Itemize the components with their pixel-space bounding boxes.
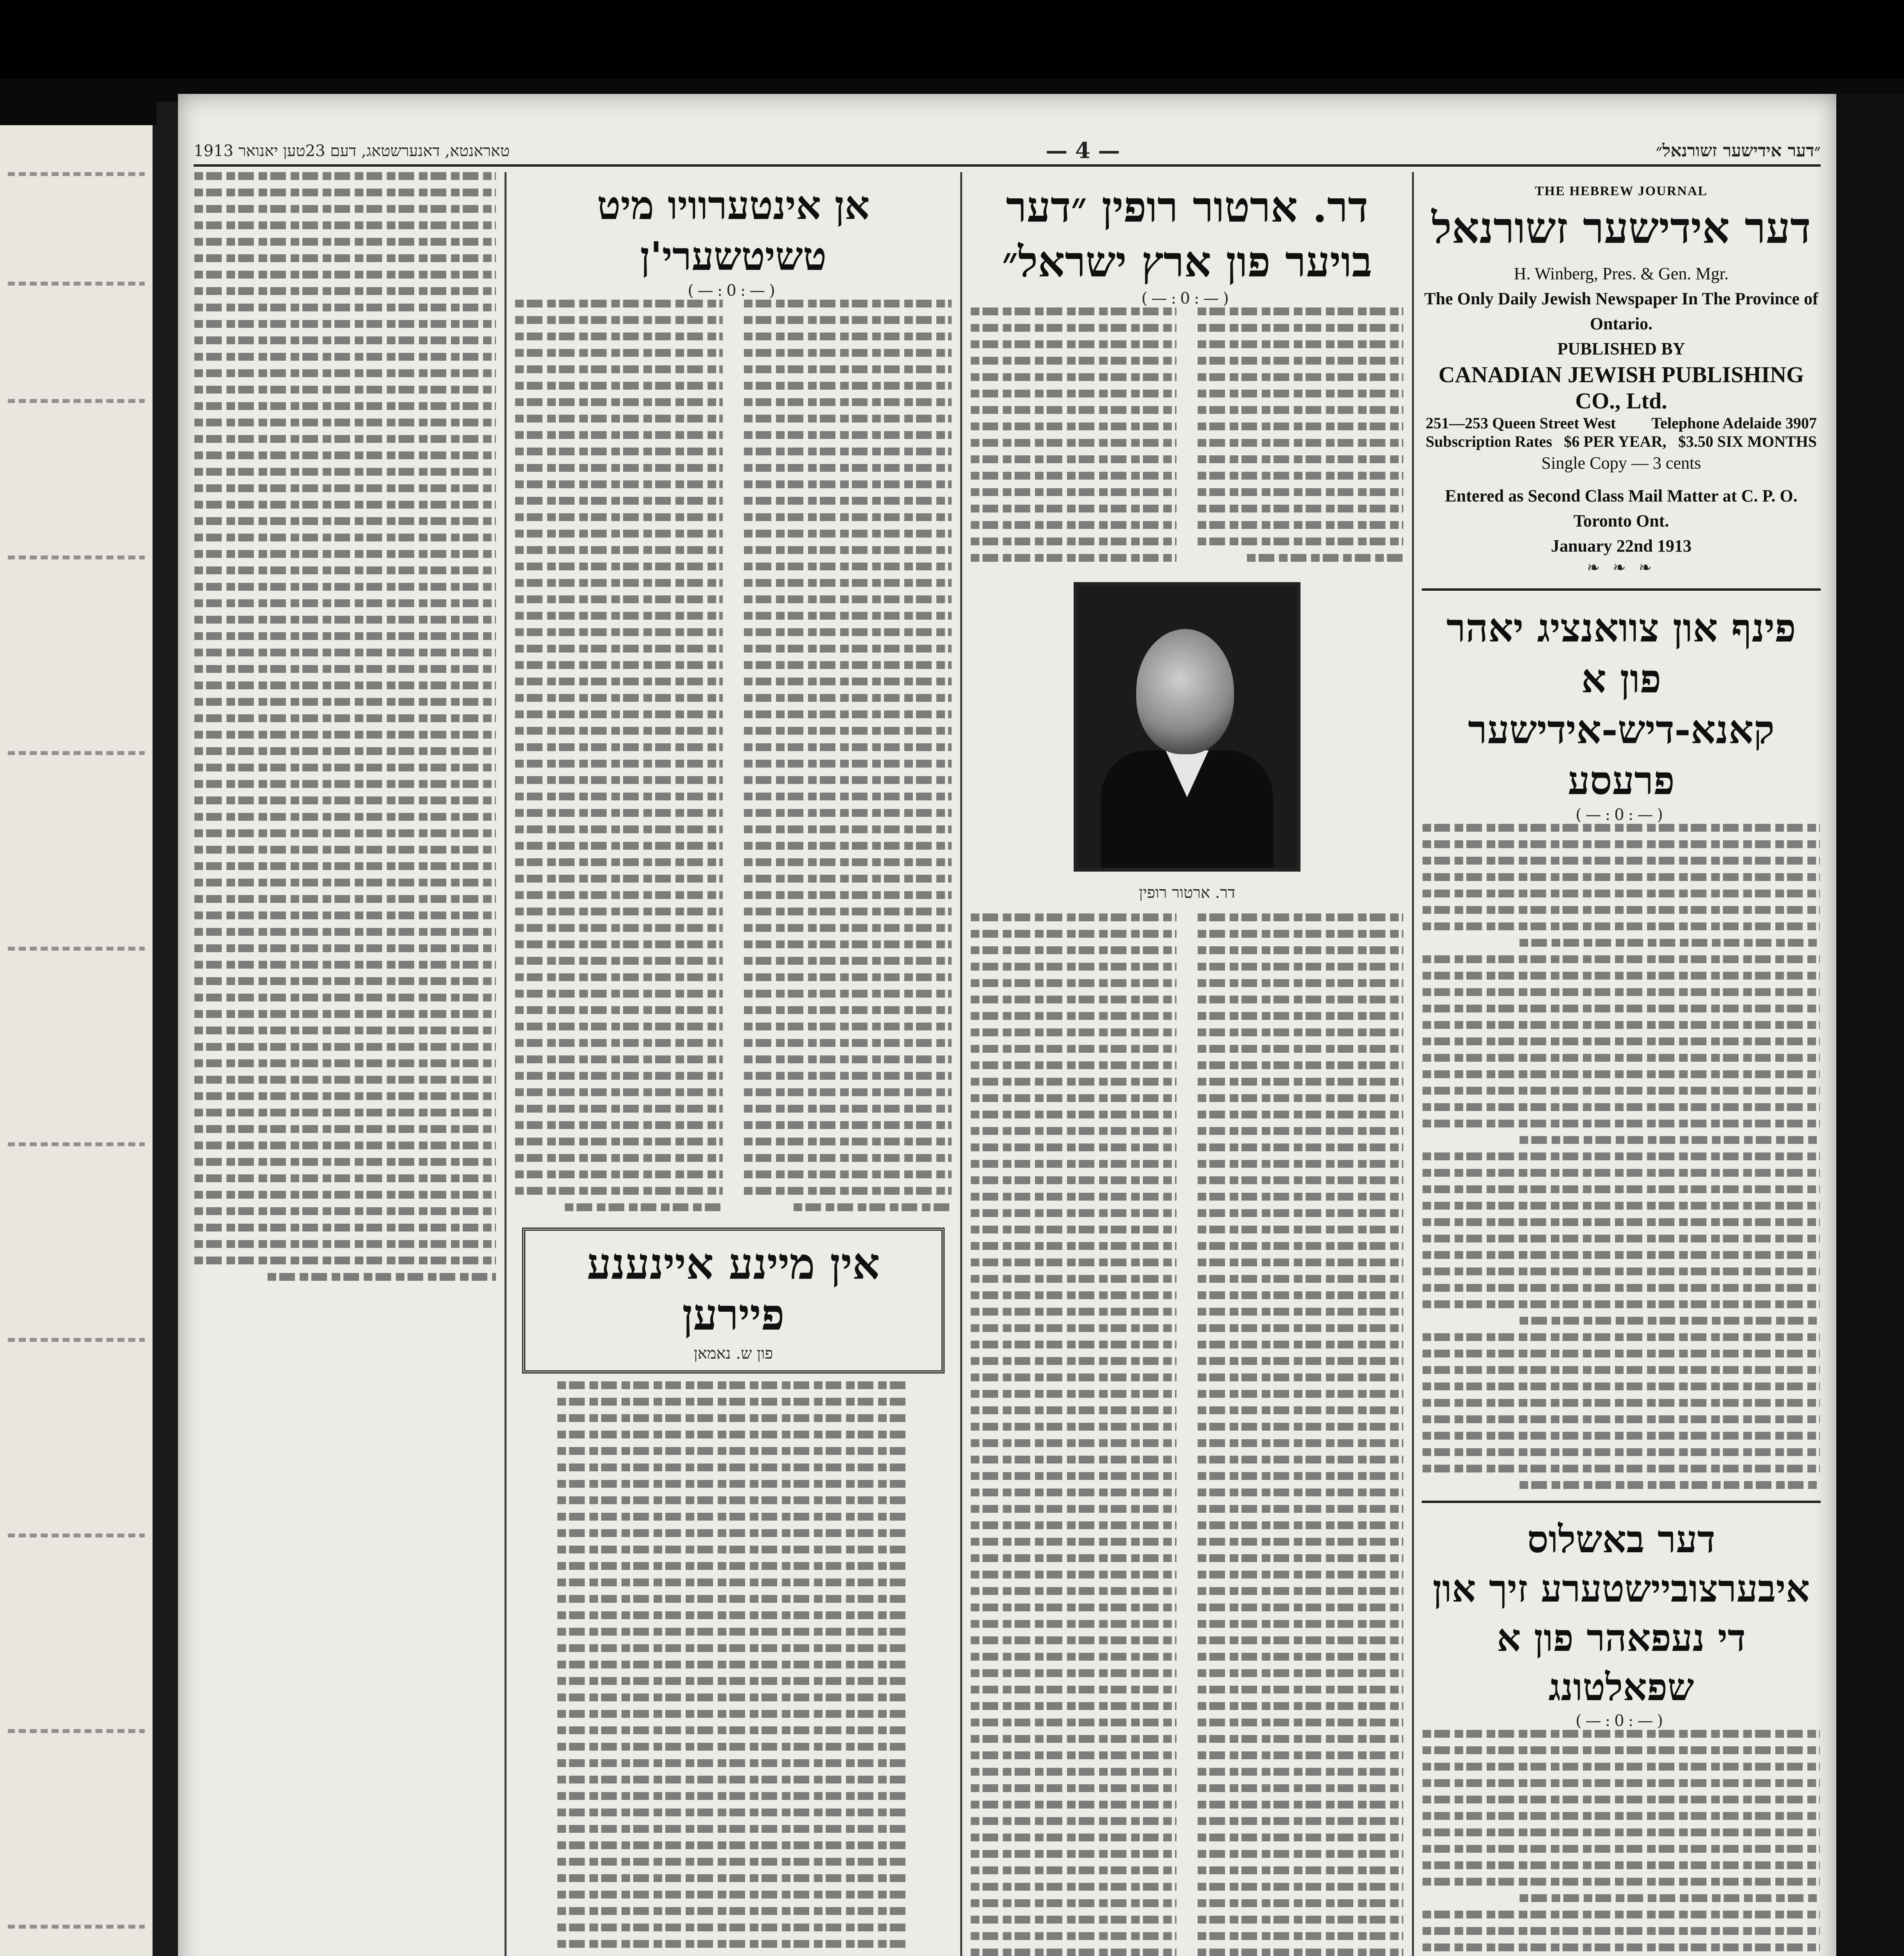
ruppin-headline: דר. ארטור רופין ״דער בויער פון ארץ ישראל״ (1002, 183, 1372, 287)
masthead-entered-date: January 22nd 1913 (1551, 536, 1692, 556)
scan-border (0, 0, 1904, 78)
previous-page-edge (0, 125, 156, 1956)
separator: (—:0:—) (688, 282, 779, 300)
newspaper-page (178, 94, 1836, 1956)
poem-title: אין מיינע איינענע פיירען (587, 1239, 880, 1340)
separator: (—:0:—) (1575, 806, 1667, 824)
separator: (—:0:—) (1141, 289, 1233, 307)
anniversary-body (1418, 824, 1825, 1489)
conference-body (1418, 1730, 1825, 1956)
portrait-caption: דר. ארטור רופין (1139, 884, 1236, 902)
masthead-telephone: Telephone Adelaide 3907 (1651, 414, 1817, 432)
masthead-rates-year: $6 PER YEAR, (1564, 433, 1667, 450)
masthead-yiddish-name: דער אידישער זשורנאל (1432, 203, 1811, 253)
column-ruppin (966, 172, 1408, 1956)
masthead-manager: H. Winberg, Pres. & Gen. Mgr. (1514, 264, 1729, 283)
masthead-published-by: PUBLISHED BY (1557, 339, 1685, 358)
masthead (1418, 184, 1825, 577)
separator: (—:0:—) (1575, 1712, 1667, 1730)
poem-body (510, 1381, 956, 1956)
poem-title-box (522, 1228, 945, 1374)
ornament-icon: ❧ ❧ ❧ (1587, 559, 1656, 577)
masthead-address-row (1418, 414, 1825, 432)
masthead-entered: Entered as Second Class Mail Matter at C. P. O. Toronto Ont. (1445, 486, 1798, 530)
masthead-rates-label: Subscription Rates (1426, 433, 1552, 450)
anniversary-headline: פינף און צוואנציג יאהר פון א קאנא-דיש-אידישער פרעסע (1446, 605, 1796, 804)
masthead-address: 251—253 Queen Street West (1426, 414, 1616, 432)
page-columns (190, 172, 1825, 1956)
masthead-tagline: The Only Daily Jewish Newspaper In The Province of Ontario. (1424, 289, 1818, 333)
masthead-single-copy: Single Copy — 3 cents (1541, 453, 1701, 473)
poem-byline: פון ש. נאמאן (693, 1345, 773, 1363)
masthead-english-name: THE HEBREW JOURNAL (1535, 184, 1708, 198)
page-gutter (156, 102, 180, 1956)
portrait-photo (1074, 582, 1300, 872)
running-head-page-number: — 4 — (1045, 138, 1120, 164)
masthead-rates-six: $3.50 SIX MONTHS (1678, 433, 1817, 450)
running-head-date: טאראנטא, דאנערשטאג, דעם 23טען יאנואר 1913 (194, 142, 510, 160)
masthead-rates-row (1418, 432, 1825, 451)
interview-headline: אן אינטערוויו מיט טשיטשערי'ן (597, 182, 870, 279)
running-head-title: ״דער אידישער זשורנאל״ (1656, 140, 1821, 161)
scan-right-border (1838, 94, 1904, 1956)
column-masthead (1418, 172, 1825, 1956)
running-head (194, 137, 1821, 167)
column-interview (510, 172, 956, 1956)
column-continuation (190, 172, 501, 1956)
masthead-publisher: CANADIAN JEWISH PUBLISHING CO., Ltd. (1438, 362, 1804, 413)
conference-headline: דער באשלוס איבערצוביישטערע זיך און די נעפאהר פון א שפאלטונג (1432, 1517, 1810, 1709)
